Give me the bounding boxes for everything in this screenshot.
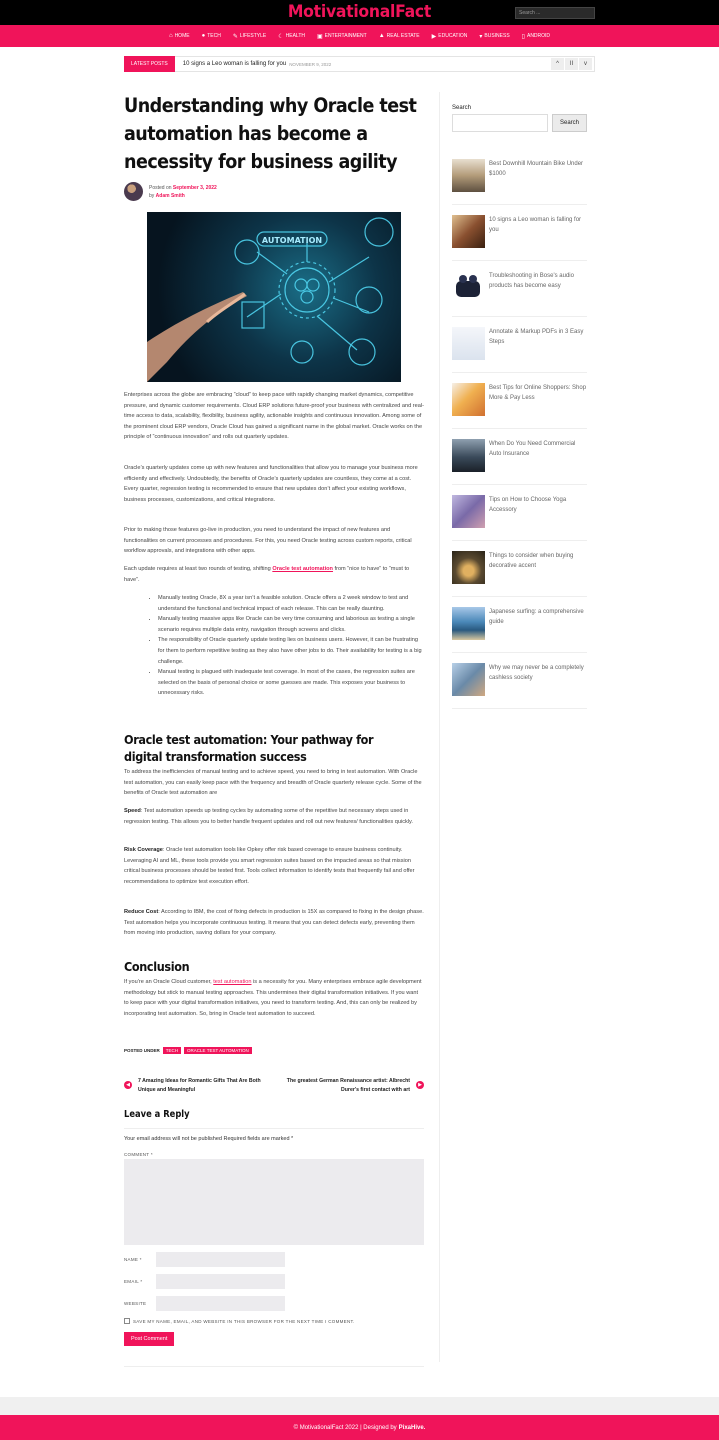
copyright-text: © MotivationalFact 2022 | Designed by [293, 1424, 397, 1431]
name-label: NAME * [124, 1257, 142, 1262]
oracle-test-automation-link[interactable]: Oracle test automation [272, 566, 333, 572]
cart-icon: ▾ [479, 33, 483, 40]
bullet-list [158, 593, 424, 699]
nav-item-tech[interactable]: ● TECH [201, 33, 221, 39]
sidebar-post-title[interactable]: Troubleshooting in Bose's audio products has become easy [489, 273, 574, 289]
sidebar-post-title[interactable]: Annotate & Markup PDFs in 3 Easy Steps [489, 329, 584, 345]
list-item: • The responsibility of Oracle quarterly update testing lies on business users. However, it can be frustrating for them to perform repetitive testing as they also have other jobs to do. Their availability for testing is a big challenge. [158, 635, 424, 667]
post-navigation [124, 1077, 424, 1095]
ticker-down-button[interactable]: v [579, 58, 592, 70]
post-thumbnail[interactable] [452, 271, 485, 304]
post-thumbnail[interactable] [452, 327, 485, 360]
sidebar-post-title[interactable]: Best Downhill Mountain Bike Under $1000 [489, 161, 584, 177]
ticker-link[interactable]: 10 signs a Leo woman is falling for you [182, 61, 287, 67]
nav-item-education[interactable]: ▶ EDUCATION [431, 33, 468, 40]
post-comment-button[interactable]: Post Comment [124, 1332, 174, 1346]
sidebar-post-title[interactable]: Things to consider when buying decorative accent [489, 553, 574, 569]
save-info-label: SAVE MY NAME, EMAIL, AND WEBSITE IN THIS BROWSER FOR THE NEXT TIME I COMMENT. [133, 1318, 355, 1324]
sidebar-search-input[interactable] [452, 114, 548, 132]
ticker-up-button[interactable]: ^ [551, 58, 564, 70]
website-label: WEBSITE [124, 1301, 147, 1306]
article-meta [124, 182, 217, 201]
nav-item-real-estate[interactable]: ▲ REAL ESTATE [378, 33, 420, 39]
post-thumbnail[interactable] [452, 159, 485, 192]
site-logo[interactable]: MotivationalFact [287, 2, 432, 22]
reply-note: Your email address will not be published Required fields are marked * [124, 1136, 294, 1142]
sidebar-post[interactable] [452, 159, 587, 205]
save-info-checkbox[interactable] [124, 1318, 130, 1324]
list-item: • Manually testing massive apps like Oracle can be very time consuming and laborious as testing a single scenario requires multiple data entry, navigation through screens and clicks. [158, 614, 424, 635]
paragraph: Risk Coverage: Oracle test automation tools like Opkey offer risk based coverage to ensure business continuity. Leveraging AI and ML, these tools provide you smart regression suites based on the impacted areas so that mission critical business processes should be tested first. Tools collect information to identify tests that frequently fail and offer recommendations to optimize test execution effort. [124, 847, 415, 885]
divider [124, 1366, 424, 1367]
nav-item-lifestyle[interactable]: ✎ LIFESTYLE [232, 33, 267, 40]
column-divider [439, 92, 440, 1362]
nav-item-health[interactable]: ☾ HEALTH [278, 33, 305, 40]
sidebar-post[interactable] [452, 663, 587, 709]
sidebar-post-title[interactable]: When Do You Need Commercial Auto Insurance [489, 441, 576, 457]
nav-item-home[interactable]: ⌂ HOME [168, 33, 190, 39]
list-item: • Manual testing is plagued with inadequate test coverage. In most of the cases, the regression suites are selected on the basis of personal choice or some guesses are made. This exposes your business to unnecessary risks. [158, 667, 424, 699]
nav-item-entertainment[interactable]: ▣ ENTERTAINMENT [317, 33, 367, 40]
risk-label: Risk Coverage [124, 847, 163, 853]
sidebar-post[interactable] [452, 383, 587, 429]
article-title: Understanding why Oracle test automation has become a necessity for business agility [124, 94, 417, 173]
latest-posts-ticker [124, 56, 595, 72]
paragraph: Enterprises across the globe are embracing “cloud” to keep pace with rapidly changing market dynamics, competitive pressure, and dynamic customer requirements. Cloud ERP solutions future-proof your business with centralized and real-time access to data, scalability, flexibility, business agility, actionable insights and continuous innovation. Among some of the prominent cloud ERP vendors, Oracle Cloud has gained a significant name in the global market. Oracle works on the principle of “continuous innovation” and rolls out quarterly updates. [124, 392, 424, 441]
ticker-date: NOVEMBER 9, 2022 [289, 61, 332, 67]
article [124, 92, 424, 1342]
footer [0, 1415, 719, 1440]
paragraph: Speed: Test automation speeds up testing cycles by automating some of the repetitive but necessary steps used in regression testing. This allows you to better handle frequent updates and roll out new features/ functionalities quickly. [124, 808, 413, 825]
previous-post-link[interactable]: ◀ 7 Amazing Ideas for Romantic Gifts That Are Both Unique and Meaningful [124, 1077, 273, 1095]
post-thumbnail[interactable] [452, 439, 485, 472]
conclusion-heading: Conclusion [124, 959, 190, 974]
sidebar-post[interactable] [452, 607, 587, 653]
sidebar-post[interactable] [452, 495, 587, 541]
entertainment-icon: ▣ [317, 33, 323, 40]
education-icon: ▶ [431, 33, 437, 40]
post-thumbnail[interactable] [452, 607, 485, 640]
paragraph: Prior to making those features go-live in production, you need to understand the impact of new features and functionalities on current processes and procedures. For this, you need Oracle testing across custom reports, critical workflow approvals, and integrations with other apps. [124, 527, 412, 555]
tag-tech[interactable]: TECH [163, 1047, 181, 1054]
health-icon: ☾ [278, 33, 284, 40]
website-field[interactable] [156, 1296, 285, 1311]
home-icon: ⌂ [168, 33, 173, 39]
footer-spacer [0, 1397, 719, 1415]
sidebar-post-title[interactable]: 10 signs a Leo woman is falling for you [489, 217, 582, 233]
email-field[interactable] [156, 1274, 285, 1289]
comment-textarea[interactable] [124, 1159, 424, 1245]
automation-illustration [147, 212, 401, 382]
save-info-row [124, 1318, 355, 1324]
post-thumbnail[interactable] [452, 663, 485, 696]
post-thumbnail[interactable] [452, 551, 485, 584]
sidebar-post-title[interactable]: Best Tips for Online Shoppers: Shop More & Pay Less [489, 385, 587, 401]
earbuds-icon [452, 271, 485, 304]
sidebar-post[interactable] [452, 439, 587, 485]
building-icon: ▲ [378, 33, 385, 39]
speed-label: Speed [124, 808, 141, 814]
globe-icon: ● [201, 33, 206, 39]
divider [124, 1128, 424, 1129]
section-heading: Oracle test automation: Your pathway for digital transformation success [124, 732, 374, 764]
top-search-input[interactable]: Search ... [515, 7, 595, 19]
author-avatar[interactable] [124, 182, 143, 201]
hero-image [147, 212, 401, 382]
list-item: • Manually testing Oracle, 8X a year isn’t a feasible solution. Oracle offers a 2 week window to test and understand the functional and technical impact of each release. This can be really daunting. [158, 593, 424, 614]
main-nav [0, 25, 719, 47]
hero-label: AUTOMATION [261, 236, 323, 245]
sidebar-post-title[interactable]: Why we may never be a completely cashless society [489, 665, 584, 681]
author-link[interactable]: Adam Smith [155, 192, 185, 199]
nav-item-business[interactable]: ▾ BUSINESS [479, 33, 510, 40]
comment-label: COMMENT * [124, 1152, 153, 1157]
cost-label: Reduce Cost [124, 909, 159, 915]
posted-on-label: Posted on [149, 184, 172, 191]
designer-link[interactable]: PixaHive. [398, 1424, 426, 1431]
sidebar-search-button[interactable]: Search [552, 114, 587, 132]
paragraph: Reduce Cost: According to IBM, the cost of fixing defects in production is 15X as compared to fixing in the design phase. Test automation helps you incorporate continuous testing. It means that you can detect defects early, preventing them from moving into production, saving dollars for your company. [124, 909, 424, 937]
sidebar-post-title[interactable]: Japanese surfing: a comprehensive guide [489, 609, 584, 625]
arrow-right-icon: ▶ [416, 1081, 424, 1089]
posted-under-label: POSTED UNDER [124, 1048, 160, 1053]
sidebar-post[interactable] [452, 551, 587, 597]
nav-item-android[interactable]: ▯ ANDROID [521, 33, 551, 40]
paragraph: Oracle’s quarterly updates come up with new features and functionalities that allow you to manage your business more efficiently and effectively. Undoubtedly, the benefits of Oracle’s quarterly updates are countless, they come at a cost. Every quarter, regression testing is recommended to ensure that new updates don’t affect your existing workflows, business processes, customizations, and critical integrations. [124, 465, 418, 503]
sidebar-post[interactable] [452, 215, 587, 261]
tag-oracle-test-automation[interactable]: ORACLE TEST AUTOMATION [184, 1047, 252, 1054]
paragraph: To address the inefficiencies of manual testing and to achieve speed, you need to bring in test automation. With Oracle test automation, you can easily keep pace with the frequency and breadth of Oracle quarterly release cycle. Some of the benefits of Oracle test automation are [124, 769, 422, 797]
android-icon: ▯ [521, 33, 525, 40]
post-thumbnail[interactable] [452, 383, 485, 416]
arrow-left-icon: ◀ [124, 1081, 132, 1089]
email-label: EMAIL * [124, 1279, 143, 1284]
ticker-controls [551, 58, 592, 70]
sidebar-post-title[interactable]: Tips on How to Choose Yoga Accessory [489, 497, 567, 513]
name-field[interactable] [156, 1252, 285, 1267]
post-date-link[interactable]: September 3, 2022 [172, 184, 217, 191]
test-automation-link[interactable]: test automation [213, 979, 252, 985]
ticker-label: LATEST POSTS [124, 56, 175, 72]
post-tags [124, 1047, 252, 1054]
post-thumbnail[interactable] [452, 215, 485, 248]
next-post-link[interactable]: The greatest German Renaissance artist: Albrecht Durer's first contact with art ▶ [275, 1077, 424, 1095]
paragraph: If you’re an Oracle Cloud customer, test automation is a necessity for you. Many enterprises embrace agile development methodology but stick to manual testing approaches. This undermines their digital transformation initiatives. If you want to keep pace with your digital transformation initiatives, you need to transform testing. And, this can only be realized by incorporating test automation. So, bring in Oracle test automation to succeed. [124, 979, 422, 1017]
reply-title: Leave a Reply [124, 1109, 190, 1120]
by-label: by [149, 192, 155, 199]
paragraph: Each update requires at least two rounds of testing, shifting Oracle test automation from “nice to have” to “must to have”. [124, 566, 410, 583]
post-thumbnail[interactable] [452, 495, 485, 528]
sidebar-search-label: Search [452, 105, 472, 111]
magic-wand-icon: ✎ [232, 33, 238, 40]
sidebar-post[interactable] [452, 327, 587, 373]
top-bar [0, 0, 719, 25]
sidebar-post[interactable] [452, 271, 587, 317]
ticker-pause-button[interactable]: II [565, 58, 578, 70]
